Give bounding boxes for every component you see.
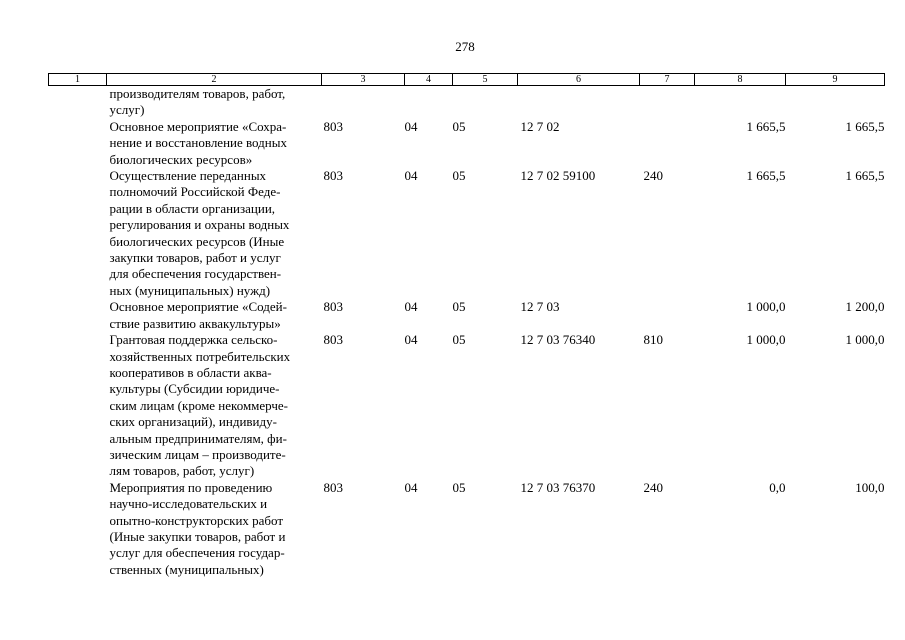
expense-type-cell: 240 [643, 168, 663, 184]
row-index-cell [49, 332, 107, 480]
column-number-header [49, 74, 885, 86]
row-name-cell: Мероприятия по проведению научно-исследовательских и опытно-конструкторских работ (Иные закупки товаров, работ и услуг для обеспечения государ- ственных (муниципальных) [109, 479, 286, 577]
ministry-code-cell: 803 [323, 168, 343, 184]
table-row [49, 480, 885, 578]
ministry-code-cell: 803 [323, 299, 343, 315]
amount-col9-cell: 1 665,5 [845, 118, 885, 134]
row-index-cell [49, 480, 107, 578]
amount-col8-cell: 1 000,0 [746, 299, 786, 315]
section-cell: 04 [404, 299, 418, 315]
amount-col9-cell: 100,0 [855, 479, 885, 495]
row-name-cell: Осуществление переданных полномочий Российской Феде- рации в области организации, регулирования и охраны водных биологических ресурсов (Иные закупки товаров, работ и услуг для обеспечения государствен- ных (муниципальных) нужд) [109, 168, 290, 298]
section-cell: 04 [404, 118, 418, 134]
row-name-cell: производителям товаров, работ, услуг) [109, 86, 286, 118]
target-article-cell: 12 7 03 76340 [520, 332, 596, 348]
expense-type-cell [640, 119, 695, 168]
header-col-3: 3 [322, 74, 405, 86]
row-name-cell: Основное мероприятие «Сохра- нение и восстановление водных биологических ресурсов» [109, 118, 287, 167]
table-row [49, 299, 885, 332]
section-cell: 04 [404, 479, 418, 495]
section-cell [405, 86, 453, 119]
header-col-1: 1 [49, 74, 107, 86]
ministry-code-cell: 803 [323, 479, 343, 495]
subsection-cell: 05 [452, 299, 466, 315]
expense-type-cell: 810 [643, 332, 663, 348]
target-article-cell: 12 7 03 76370 [520, 479, 596, 495]
amount-col9-cell: 1 000,0 [845, 332, 885, 348]
subsection-cell [453, 86, 518, 119]
row-index-cell [49, 86, 107, 119]
amount-col8-cell [695, 86, 786, 119]
header-col-2: 2 [107, 74, 322, 86]
expense-type-cell [640, 299, 695, 332]
target-article-cell: 12 7 02 [520, 118, 560, 134]
amount-col9-cell [786, 86, 885, 119]
subsection-cell: 05 [452, 168, 466, 184]
row-index-cell [49, 299, 107, 332]
amount-col9-cell: 1 665,5 [845, 168, 885, 184]
amount-col8-cell: 1 665,5 [746, 118, 786, 134]
header-col-6: 6 [518, 74, 640, 86]
table-row [49, 119, 885, 168]
table-row [49, 86, 885, 119]
row-name-cell: Основное мероприятие «Содей- ствие развитию аквакультуры» [109, 299, 287, 331]
amount-col8-cell: 0,0 [769, 479, 786, 495]
row-index-cell [49, 168, 107, 299]
table-row [49, 168, 885, 299]
table-row [49, 332, 885, 480]
subsection-cell: 05 [452, 118, 466, 134]
ministry-code-cell: 803 [323, 332, 343, 348]
section-cell: 04 [404, 168, 418, 184]
expense-type-cell: 240 [643, 479, 663, 495]
header-col-4: 4 [405, 74, 453, 86]
budget-table [48, 73, 885, 578]
header-col-9: 9 [786, 74, 885, 86]
page-number: 278 [455, 39, 475, 54]
header-col-8: 8 [695, 74, 786, 86]
row-index-cell [49, 119, 107, 168]
ministry-code-cell [322, 86, 405, 119]
header-col-7: 7 [640, 74, 695, 86]
row-name-cell: Грантовая поддержка сельско- хозяйственных потребительских кооперативов в области аква- культуры (Субсидии юридиче- ским лицам (кроме некоммерче- ских организаций), индивиду- альным предпринимателям, фи- зическим лицам – производите- лям товаров, работ, услуг) [109, 332, 291, 479]
amount-col9-cell: 1 200,0 [845, 299, 885, 315]
target-article-cell: 12 7 02 59100 [520, 168, 596, 184]
target-article-cell [518, 86, 640, 119]
ministry-code-cell: 803 [323, 118, 343, 134]
subsection-cell: 05 [452, 479, 466, 495]
amount-col8-cell: 1 000,0 [746, 332, 786, 348]
target-article-cell: 12 7 03 [520, 299, 560, 315]
header-col-5: 5 [453, 74, 518, 86]
subsection-cell: 05 [452, 332, 466, 348]
section-cell: 04 [404, 332, 418, 348]
expense-type-cell [640, 86, 695, 119]
amount-col8-cell: 1 665,5 [746, 168, 786, 184]
